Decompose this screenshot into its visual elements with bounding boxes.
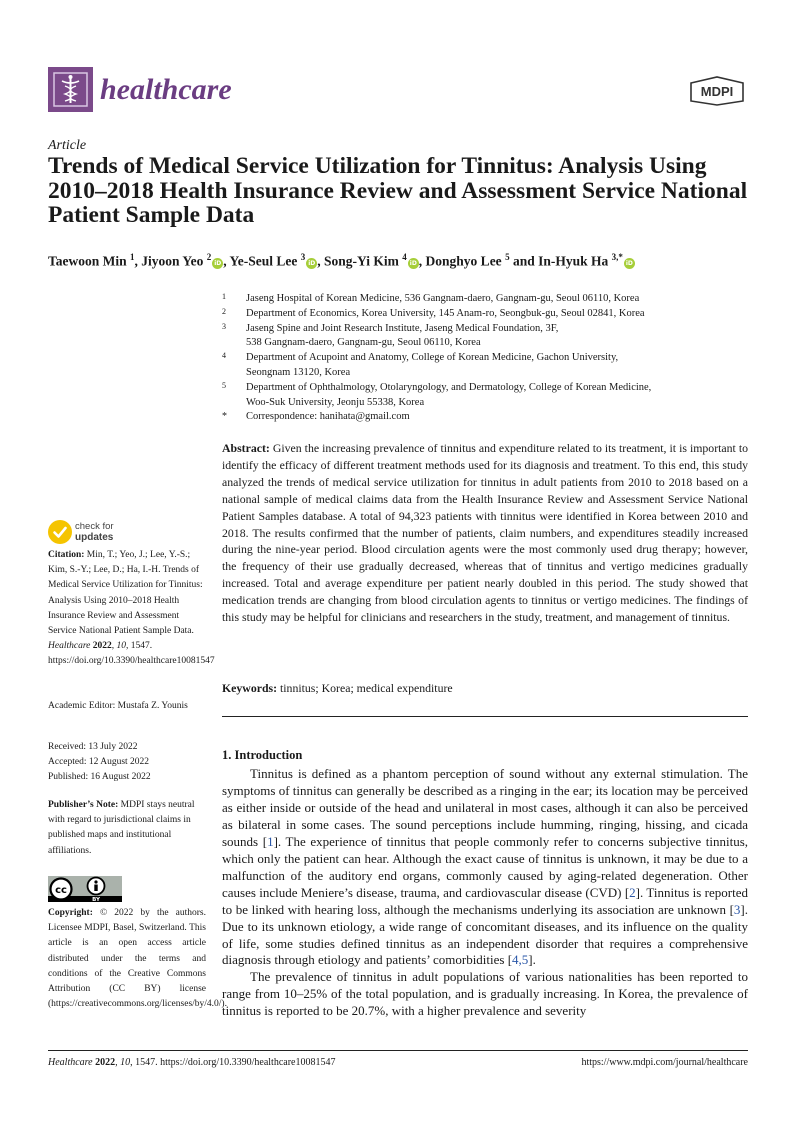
journal-name: healthcare — [100, 73, 232, 106]
author-list — [48, 248, 748, 271]
mdpi-logo — [687, 75, 747, 107]
check-for-updates-button[interactable] — [48, 518, 168, 546]
body-text-segment: The prevalence of tinnitus in adult populations of various nationalities has been reported to range from 10–25% of the total population, and is gradually increasing. In Korea, the prevalence of tinnitus is reported to be 20.7%, with a higher prevalence and severity — [222, 969, 748, 1019]
body-text-segment: ]. The experience of tinnitus that people commonly refer to concerns subjective tinnitus, which only the patient can hear. Although the exact cause of tinnitus is unknown, it may be due to a malfunction of the auditory end organs, commonly caused by aging-related degeneration. Other causes include Meniere’s disease, trauma, and cardiovascular disease (CVD) [ — [222, 833, 749, 900]
citation-journal: Healthcare — [48, 641, 91, 652]
citation-text: Min, T.; Yeo, J.; Lee, Y.-S.; Kim, S.-Y.; Lee, D.; Ha, I.-H. Trends of Medical Service Utilization for Tinnitus: Analysis Using 2010–2018 Health Insurance Review and Assessment Service National Patient Sample Data. — [48, 550, 203, 637]
publication-dates — [48, 740, 206, 786]
affiliation-number: 5 — [222, 380, 226, 390]
academic-editor: Academic Editor: Mustafa Z. Younis — [48, 701, 188, 711]
author-affiliation-mark: 2 — [206, 252, 212, 262]
affiliation-line: 538 Gangnam-daero, Gangnam-gu, Seoul 06110, Korea — [246, 337, 481, 349]
affiliation-item — [222, 381, 752, 411]
affiliation-line: Correspondence: hanihata@gmail.com — [246, 411, 410, 423]
author-affiliation-mark: 4 — [402, 252, 407, 262]
affiliation-list — [222, 292, 752, 425]
cc-by-license-badge[interactable] — [48, 876, 122, 902]
footer-volume: , 10 — [115, 1057, 131, 1068]
check-updates-line1: check for — [75, 521, 114, 532]
abstract — [222, 440, 748, 626]
affiliation-number: 4 — [222, 351, 226, 361]
footer-year: 2022 — [92, 1057, 116, 1068]
author-separator: and — [509, 253, 539, 269]
abstract-text: Given the increasing prevalence of tinnitus and expenditure related to its treatment, it is important to identify the efficacy of different treatment methods used for its diagnosis and treatment. To this end, this study analyzed the trends of medical service utilization for tinnitus in adult patients from 2010 to 2018 based on a national sample of medical claims data from the Health Insurance Review and Assessment Service National Patient Samples database. A total of 94,323 patients with tinnitus were identified in Korea between 2010 and 2018. The results confirmed that the number of patients, claim numbers, and expenditures steadily increased during the nine-year period. Blood circulation agents were the most commonly used drug therapy; however, the frequency of their use gradually decreased, whereas that of tinnitus and vertigo medicines gradually increased. Total and average expenditure per patient nearly doubled in this period. The study showed that medication trends are changing from blood circulation agents to tinnitus or vertigo medicines. The findings of this study may be helpful for clinicians and researchers in the study, treatment, and management of tinnitus. — [222, 441, 748, 625]
affiliation-line: Department of Acupoint and Anatomy, College of Korean Medicine, Gachon University, — [246, 352, 619, 364]
orcid-icon[interactable]: iD — [308, 259, 316, 267]
citation-label: Citation: — [48, 550, 85, 560]
body-text-segment: ]. Tinnitus is reported to be linked with hearing loss, although the mechanisms underlying its association are unknown [ — [222, 884, 748, 917]
citation-volume: , 10 — [111, 641, 127, 652]
footer-journal: Healthcare — [48, 1057, 93, 1068]
keywords-text: tinnitus; Korea; medical expenditure — [277, 681, 453, 695]
accepted-date: Accepted: 12 August 2022 — [48, 757, 150, 768]
author-separator: , — [317, 253, 325, 269]
author-affiliation-mark: 3,* — [611, 252, 623, 262]
author-affiliation-mark: 3 — [300, 252, 306, 262]
mdpi-logo-text: MDPI — [700, 84, 734, 99]
copyright-block — [48, 906, 227, 1012]
affiliation-item — [222, 307, 752, 322]
orcid-icon[interactable]: iD — [625, 259, 633, 267]
author-separator: , — [418, 253, 426, 269]
affiliation-line: Seongnam 13120, Korea — [246, 366, 351, 378]
author-name: Jiyoon Yeo — [141, 253, 204, 269]
copyright-label: Copyright: — [48, 908, 93, 918]
section-divider — [222, 716, 748, 717]
footer-journal-url[interactable]: https://www.mdpi.com/journal/healthcare — [581, 1057, 748, 1068]
affiliation-number: 3 — [222, 321, 226, 331]
author-name: Ye-Seul Lee — [229, 253, 298, 269]
citation-link[interactable]: 3 — [733, 901, 741, 917]
footer-divider — [48, 1050, 748, 1051]
citation-doi[interactable]: , 1547. https://doi.org/10.3390/healthcare10081547 — [48, 641, 215, 667]
copyright-text: © 2022 by the authors. Licensee MDPI, Basel, Switzerland. This article is an open access article distributed under the terms and conditions of the Creative Commons Attribution (CC BY) license (https://creativecommons.org/licenses/by/4.0/). — [48, 908, 227, 1010]
footer-citation — [48, 1056, 335, 1070]
caduceus-icon — [48, 67, 93, 112]
body-paragraph — [222, 766, 748, 969]
affiliation-number: 2 — [222, 306, 226, 316]
affiliation-item — [222, 410, 752, 425]
publisher-note — [48, 798, 206, 859]
published-date: Published: 16 August 2022 — [48, 772, 151, 783]
affiliation-item — [222, 351, 752, 381]
citation-link[interactable]: 4,5 — [512, 952, 529, 968]
citation-link[interactable]: 1 — [267, 833, 274, 849]
author-affiliation-mark: 5 — [505, 252, 510, 262]
journal-logo — [48, 67, 93, 112]
introduction-body — [222, 766, 748, 1020]
received-date: Received: 13 July 2022 — [48, 742, 138, 752]
keywords — [222, 680, 748, 696]
orcid-icon[interactable]: iD — [409, 259, 417, 267]
section-heading: 1. Introduction — [222, 748, 303, 762]
author-separator: , — [134, 253, 142, 269]
citation-year: 2022 — [90, 641, 112, 652]
affiliation-number: * — [222, 411, 227, 423]
affiliation-line: Woo-Suk University, Jeonju 55338, Korea — [246, 396, 425, 408]
affiliation-item — [222, 322, 752, 352]
footer-doi[interactable]: , 1547. https://doi.org/10.3390/healthcare10081547 — [130, 1057, 336, 1068]
body-text-segment: ]. — [528, 952, 536, 968]
body-text-segment: ]. Due to its unknown etiology, a wide range of concomitant diseases, and its influence on the quality of life, some studies defined tinnitus as an independent disorder that requires a comprehensive diagnosis through etiology and patients’ comorbidities [ — [222, 901, 748, 968]
author-name: Donghyo Lee — [425, 253, 502, 269]
author-affiliation-mark: 1 — [130, 252, 135, 262]
body-text-segment: Tinnitus is defined as a phantom perception of sound without any external stimulation. The symptoms of tinnitus can generally be described as a ringing in the ear; its location may be perceived as either inside or outside of the head and unilateral in most cases, although it can also be perceived as bilateral in some cases. The sound perceptions include humming, ringing, hissing, and cicada sounds [ — [222, 766, 748, 849]
svg-text:cc: cc — [55, 885, 67, 896]
affiliation-item — [222, 292, 752, 307]
author-name: Taewoon Min — [48, 253, 127, 269]
publisher-note-text: MDPI stays neutral with regard to jurisdictional claims in published maps and institutional affiliations. — [48, 800, 195, 856]
citation-block — [48, 548, 215, 670]
affiliation-line: Jaseng Spine and Joint Research Institute, Jaseng Medical Foundation, 3F, — [246, 322, 559, 334]
abstract-label: Abstract: — [222, 441, 270, 455]
cc-badge-label: BY — [92, 897, 100, 902]
affiliation-number: 1 — [222, 292, 226, 301]
author-separator: , — [223, 253, 230, 269]
body-paragraph — [222, 969, 748, 1020]
affiliation-line: Department of Ophthalmology, Otolaryngology, and Dermatology, College of Korean Medicine, — [246, 381, 652, 393]
orcid-icon[interactable]: iD — [214, 259, 222, 267]
check-updates-line2: updates — [75, 532, 114, 543]
page-title: Trends of Medical Service Utilization for Tinnitus: Analysis Using 2010–2018 Health Insurance Review and Assessment Service National Patient Sample Data — [48, 153, 748, 228]
author-name: In-Hyuk Ha — [538, 253, 609, 269]
affiliation-line: Jaseng Hospital of Korean Medicine, 536 Gangnam-daero, Gangnam-gu, Seoul 06110, Korea — [246, 293, 640, 304]
check-updates-icon — [48, 520, 72, 544]
author-name: Song-Yi Kim — [324, 253, 399, 269]
affiliation-line: Department of Economics, Korea University, 145 Anam-ro, Seongbuk-gu, Seoul 02841, Korea — [246, 307, 645, 319]
citation-link[interactable]: 2 — [629, 884, 636, 900]
article-type: Article — [48, 138, 87, 153]
keywords-label: Keywords: — [222, 681, 278, 695]
publisher-note-label: Publisher’s Note: — [48, 800, 119, 810]
